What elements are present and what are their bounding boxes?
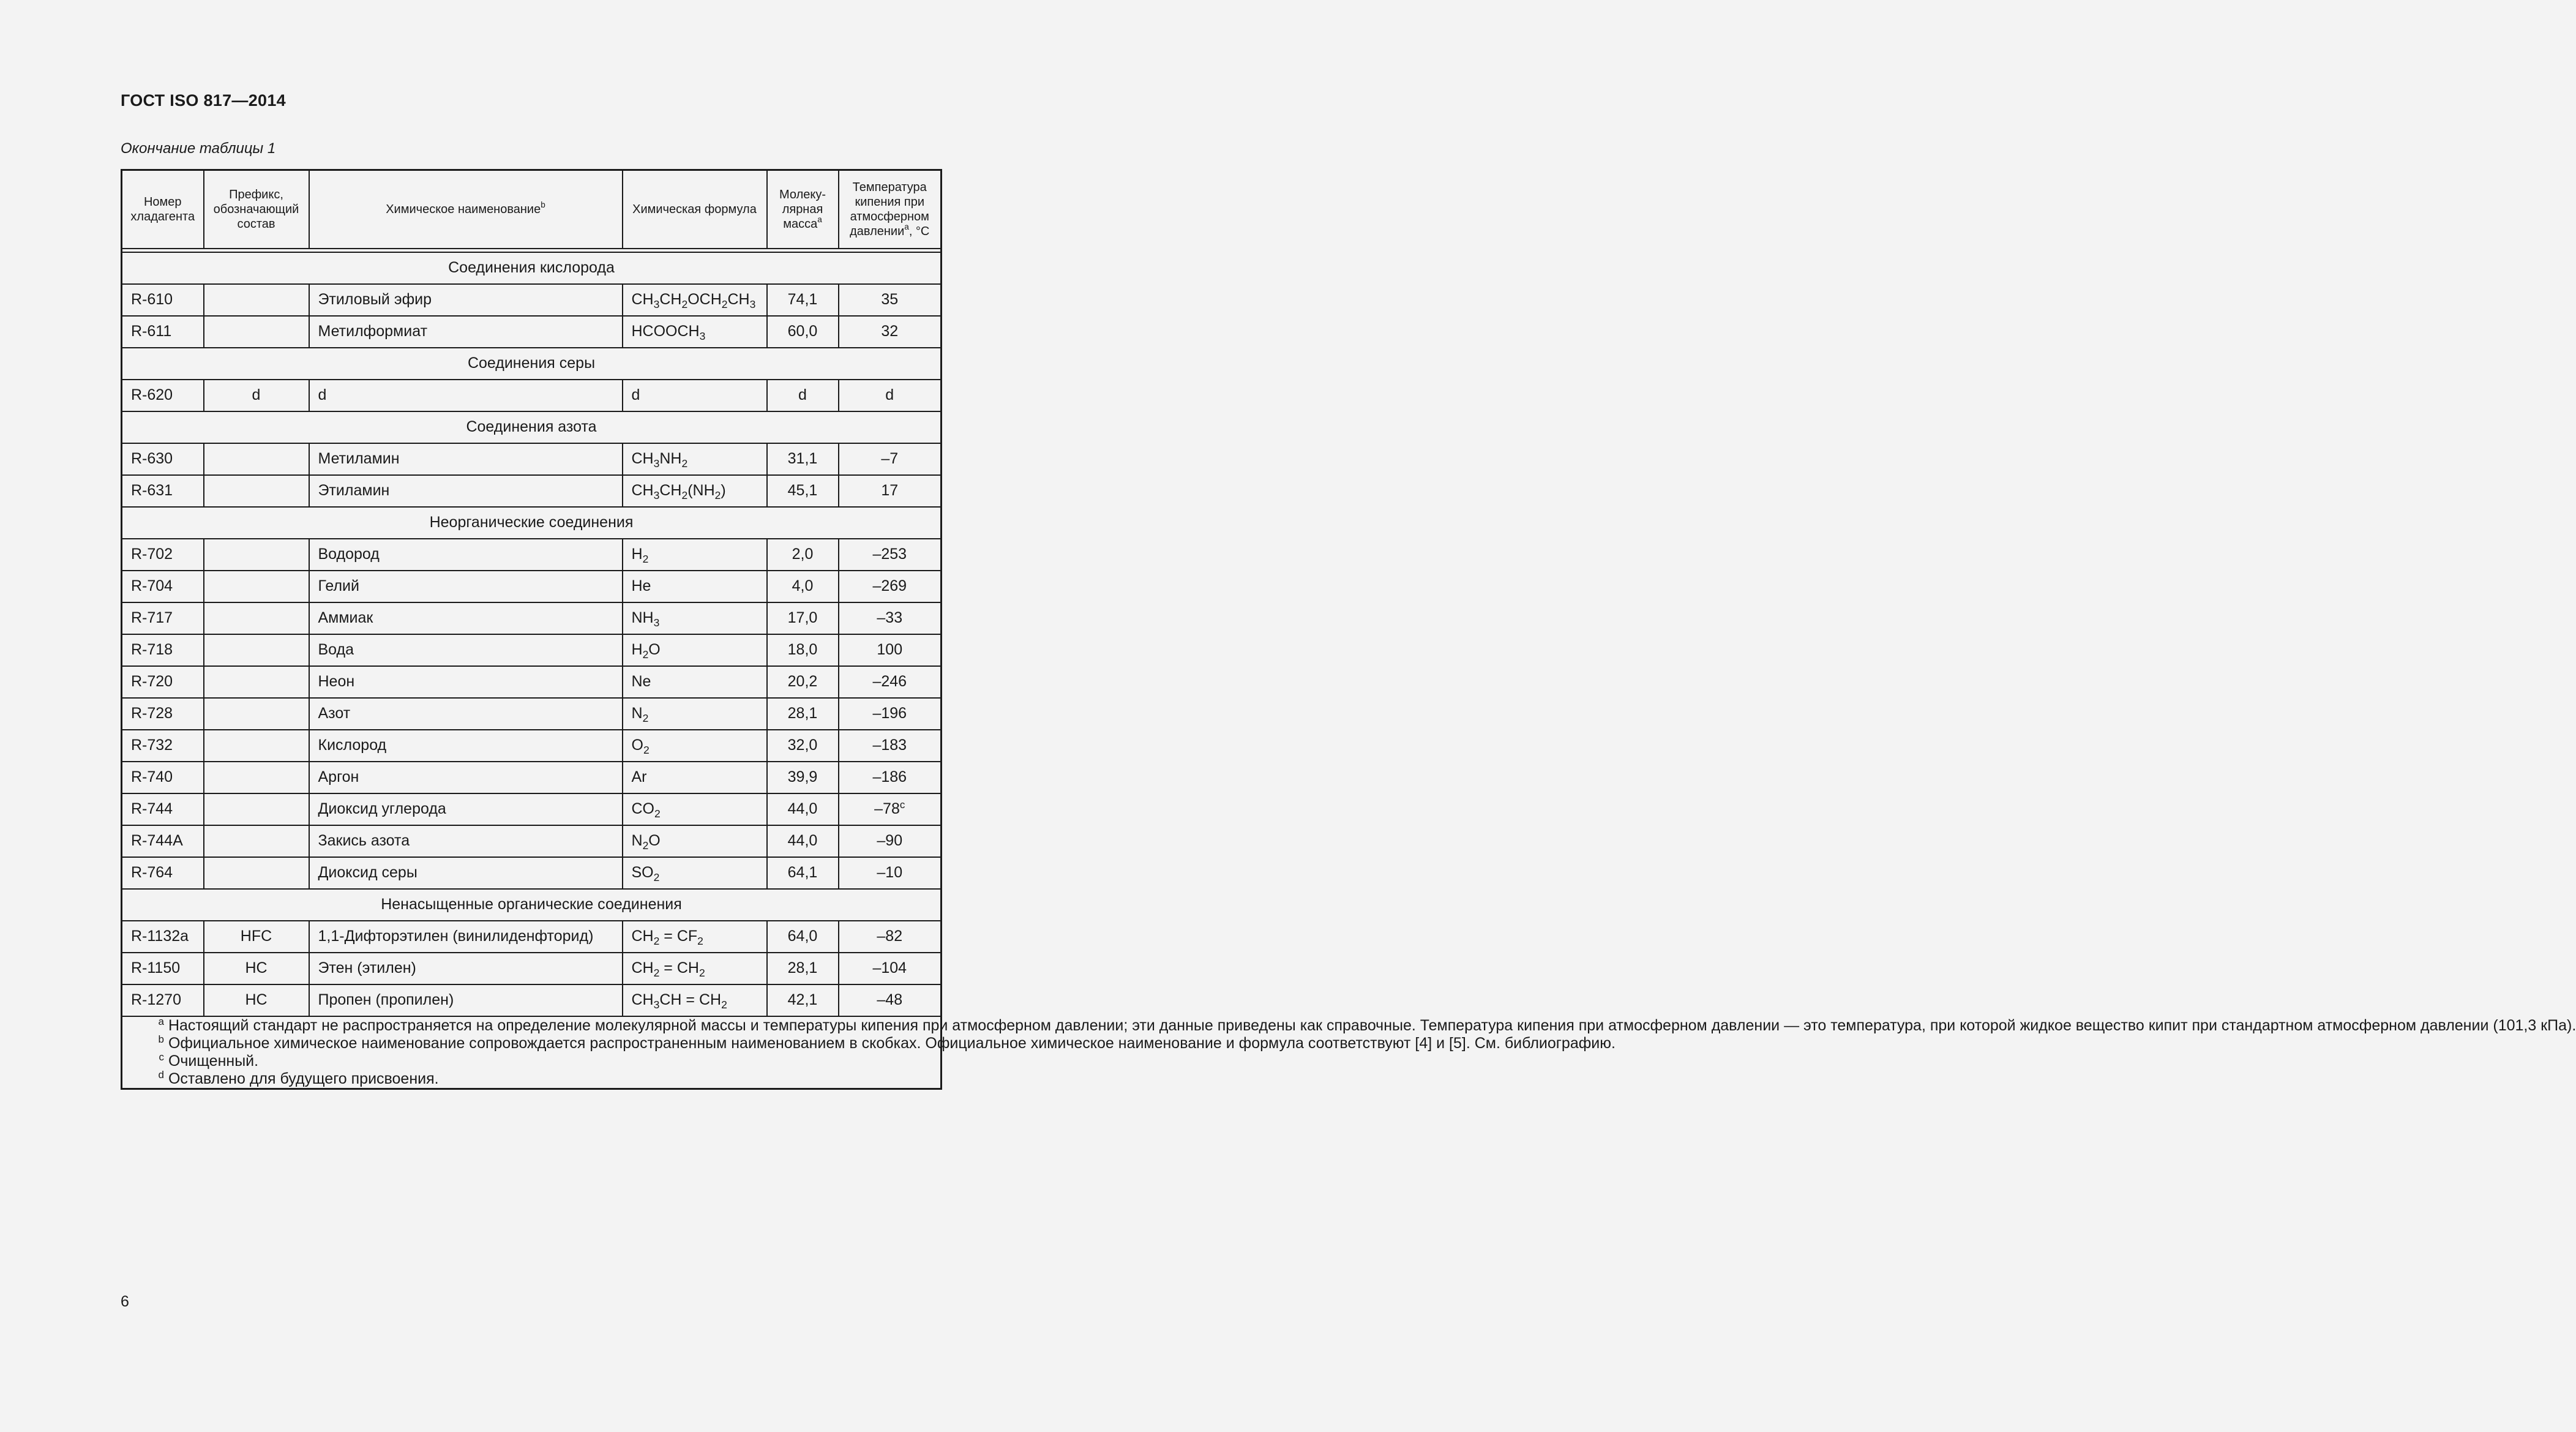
cell-molar-mass: 4,0 xyxy=(767,571,839,602)
footnote-text: Очищенный. xyxy=(168,1052,259,1070)
boiling-temp-value: –104 xyxy=(872,959,907,977)
boiling-temp-value: –33 xyxy=(877,609,903,626)
formula-part: CH xyxy=(631,959,654,977)
formula-subscript: 2 xyxy=(654,808,661,820)
footnotes xyxy=(122,1015,2576,1089)
cell-refrigerant-number: R-740 xyxy=(122,762,204,793)
cell-molar-mass: 20,2 xyxy=(767,666,839,698)
table-row xyxy=(122,380,942,411)
cell-chemical-name xyxy=(309,380,623,411)
cell-formula xyxy=(623,380,767,411)
footnote-mark: d xyxy=(885,386,894,403)
formula-subscript: 2 xyxy=(643,744,650,756)
footnote-mark: b xyxy=(541,200,545,209)
formula-part: CH = CH xyxy=(659,991,722,1008)
cell-refrigerant-number: R-630 xyxy=(122,443,204,475)
section-row xyxy=(122,507,942,539)
cell-chemical-name: Этиламин xyxy=(309,475,623,507)
table-row xyxy=(122,825,942,857)
boiling-temp-value: –253 xyxy=(872,545,907,563)
cell-prefix xyxy=(204,730,309,762)
cell-chemical-name: Гелий xyxy=(309,571,623,602)
formula-subscript: 2 xyxy=(698,967,705,979)
formula-subscript: 2 xyxy=(642,712,649,724)
cell-formula xyxy=(623,921,767,953)
section-title: Соединения азота xyxy=(122,411,942,443)
column-header-prefix xyxy=(204,170,309,249)
formula-subscript: 2 xyxy=(642,648,649,661)
formula-part: NH xyxy=(659,450,682,467)
boiling-temp-value: –246 xyxy=(872,673,907,690)
table-row xyxy=(122,857,942,889)
formula-subscript: 3 xyxy=(653,298,660,310)
cell-formula xyxy=(623,602,767,634)
cell-molar-mass: 28,1 xyxy=(767,953,839,984)
formula-subscript: 2 xyxy=(653,967,660,979)
column-header-unit: , °C xyxy=(908,224,930,238)
cell-formula xyxy=(623,443,767,475)
column-header-label: Номер хладагента xyxy=(130,195,195,223)
section-title: Соединения кислорода xyxy=(122,252,942,284)
cell-chemical-name: Аммиак xyxy=(309,602,623,634)
table-header-row xyxy=(122,170,942,249)
footnote-text: Официальное химическое наименование сопровождается распространенным наименованием в скобках. Официальное химическое наименование и формула соответствуют [4] и [5]. См. библиографию. xyxy=(168,1034,1616,1052)
footnote-mark: d xyxy=(318,386,327,403)
boiling-temp-value: –82 xyxy=(877,928,903,945)
footnote-mark: c xyxy=(159,1051,164,1063)
table-row xyxy=(122,443,942,475)
cell-molar-mass: 2,0 xyxy=(767,539,839,571)
section-row xyxy=(122,252,942,284)
footnote-indent xyxy=(131,1070,164,1088)
cell-refrigerant-number: R-611 xyxy=(122,316,204,348)
cell-prefix xyxy=(204,793,309,825)
document-header: ГОСТ ISO 817—2014 xyxy=(121,91,286,110)
cell-boiling-temp xyxy=(839,953,942,984)
notes-row xyxy=(122,1016,942,1089)
cell-chemical-name: Азот xyxy=(309,698,623,730)
cell-molar-mass: 39,9 xyxy=(767,762,839,793)
cell-molar-mass: 18,0 xyxy=(767,634,839,666)
formula-part: Ar xyxy=(631,768,647,785)
footnote-mark: a xyxy=(158,1015,164,1027)
cell-formula xyxy=(623,666,767,698)
cell-refrigerant-number: R-728 xyxy=(122,698,204,730)
cell-molar-mass: 32,0 xyxy=(767,730,839,762)
cell-boiling-temp xyxy=(839,793,942,825)
cell-chemical-name: Этен (этилен) xyxy=(309,953,623,984)
table-row xyxy=(122,539,942,571)
footnote-item xyxy=(131,1033,1616,1052)
cell-formula xyxy=(623,762,767,793)
formula-subscript: 3 xyxy=(699,330,706,342)
cell-boiling-temp xyxy=(839,316,942,348)
cell-refrigerant-number: R-702 xyxy=(122,539,204,571)
cell-refrigerant-number: R-704 xyxy=(122,571,204,602)
boiling-temp-value: –90 xyxy=(877,832,903,849)
formula-part: H xyxy=(631,641,643,658)
footnote-mark: c xyxy=(899,799,905,811)
formula-part: CH xyxy=(631,450,654,467)
formula-subscript: 3 xyxy=(653,457,660,470)
formula-part: Ne xyxy=(631,673,651,690)
column-header-label: Температура кипения при атмосферном давлении xyxy=(850,180,929,238)
formula-part: CH xyxy=(631,482,654,499)
table-row xyxy=(122,730,942,762)
table-row xyxy=(122,666,942,698)
cell-formula xyxy=(623,698,767,730)
footnote-mark: a xyxy=(904,222,909,231)
cell-chemical-name: Аргон xyxy=(309,762,623,793)
table-row xyxy=(122,921,942,953)
column-header-boiling-temp xyxy=(839,170,942,249)
cell-chemical-name: Метиламин xyxy=(309,443,623,475)
refrigerant-table xyxy=(121,169,2576,1090)
cell-prefix xyxy=(204,602,309,634)
cell-prefix xyxy=(204,571,309,602)
footnote-item xyxy=(131,1015,2576,1035)
boiling-temp-value: 17 xyxy=(881,482,899,499)
cell-formula xyxy=(623,475,767,507)
table-row xyxy=(122,316,942,348)
formula-subscript: 3 xyxy=(653,999,660,1011)
footnote-mark: d xyxy=(252,386,261,403)
table-row xyxy=(122,953,942,984)
formula-part: H xyxy=(631,545,643,563)
column-header-label: Молеку-лярная масса xyxy=(779,187,826,231)
column-header-formula xyxy=(623,170,767,249)
footnote-item xyxy=(131,1052,932,1070)
cell-refrigerant-number: R-720 xyxy=(122,666,204,698)
section-title: Неорганические соединения xyxy=(122,507,942,539)
cell-prefix xyxy=(204,825,309,857)
cell-boiling-temp xyxy=(839,539,942,571)
formula-part: NH xyxy=(631,609,654,626)
cell-molar-mass: 60,0 xyxy=(767,316,839,348)
cell-molar-mass xyxy=(767,380,839,411)
cell-boiling-temp xyxy=(839,380,942,411)
cell-boiling-temp xyxy=(839,857,942,889)
formula-part: O xyxy=(648,832,661,849)
column-header-label: Химическое наименование xyxy=(386,202,541,216)
cell-formula xyxy=(623,571,767,602)
cell-prefix xyxy=(204,539,309,571)
cell-prefix xyxy=(204,380,309,411)
formula-subscript: 2 xyxy=(642,553,649,565)
formula-subscript: 2 xyxy=(681,489,688,501)
boiling-temp-value: –48 xyxy=(877,991,903,1008)
cell-formula xyxy=(623,793,767,825)
cell-boiling-temp xyxy=(839,475,942,507)
cell-formula xyxy=(623,953,767,984)
column-header-molar-mass xyxy=(767,170,839,249)
table-row xyxy=(122,634,942,666)
boiling-temp-value: –196 xyxy=(872,705,907,722)
formula-subscript: 2 xyxy=(714,489,721,501)
cell-chemical-name: Водород xyxy=(309,539,623,571)
cell-molar-mass: 44,0 xyxy=(767,825,839,857)
formula-subscript: 3 xyxy=(749,298,756,310)
cell-formula xyxy=(623,857,767,889)
footnote-indent xyxy=(131,1052,164,1070)
boiling-temp-value: 100 xyxy=(877,641,903,658)
boiling-temp-value: –269 xyxy=(872,577,907,594)
cell-prefix xyxy=(204,762,309,793)
cell-formula xyxy=(623,634,767,666)
cell-formula xyxy=(623,730,767,762)
cell-prefix xyxy=(204,475,309,507)
footnote-mark: d xyxy=(631,386,640,403)
formula-part: (NH xyxy=(687,482,715,499)
footnote-mark: d xyxy=(798,386,807,403)
formula-part: HCOOCH xyxy=(631,323,700,340)
boiling-temp-value: –78 xyxy=(874,800,900,817)
boiling-temp-value: –10 xyxy=(877,864,903,881)
cell-molar-mass: 17,0 xyxy=(767,602,839,634)
cell-refrigerant-number: R-1270 xyxy=(122,984,204,1016)
cell-molar-mass: 31,1 xyxy=(767,443,839,475)
table-row xyxy=(122,602,942,634)
formula-part: CH xyxy=(631,291,654,308)
cell-refrigerant-number: R-744 xyxy=(122,793,204,825)
cell-chemical-name: Метилформиат xyxy=(309,316,623,348)
footnote-item xyxy=(131,1070,932,1088)
cell-molar-mass: 44,0 xyxy=(767,793,839,825)
formula-subscript: 2 xyxy=(697,935,703,947)
cell-prefix xyxy=(204,634,309,666)
footnote-mark: b xyxy=(158,1033,164,1045)
table-row xyxy=(122,762,942,793)
cell-boiling-temp xyxy=(839,666,942,698)
table-row xyxy=(122,793,942,825)
cell-molar-mass: 74,1 xyxy=(767,284,839,316)
cell-boiling-temp xyxy=(839,571,942,602)
section-row xyxy=(122,348,942,380)
cell-molar-mass: 64,1 xyxy=(767,857,839,889)
footnote-mark: d xyxy=(158,1068,164,1081)
cell-refrigerant-number: R-610 xyxy=(122,284,204,316)
formula-part: CH xyxy=(659,291,682,308)
cell-prefix: HC xyxy=(204,984,309,1016)
table-caption: Окончание таблицы 1 xyxy=(121,140,276,157)
cell-boiling-temp xyxy=(839,634,942,666)
formula-subscript: 2 xyxy=(653,871,660,883)
cell-refrigerant-number: R-1150 xyxy=(122,953,204,984)
formula-part: = CF xyxy=(659,928,698,945)
cell-molar-mass: 28,1 xyxy=(767,698,839,730)
cell-boiling-temp xyxy=(839,443,942,475)
cell-chemical-name: Этиловый эфир xyxy=(309,284,623,316)
formula-subscript: 2 xyxy=(681,457,688,470)
cell-chemical-name: Диоксид серы xyxy=(309,857,623,889)
cell-refrigerant-number: R-620 xyxy=(122,380,204,411)
table-body xyxy=(122,252,942,1016)
column-header-number xyxy=(122,170,204,249)
cell-molar-mass: 42,1 xyxy=(767,984,839,1016)
cell-refrigerant-number: R-718 xyxy=(122,634,204,666)
formula-part: SO xyxy=(631,864,654,881)
cell-prefix xyxy=(204,698,309,730)
section-title: Соединения серы xyxy=(122,348,942,380)
formula-subscript: 2 xyxy=(653,935,660,947)
footnote-indent xyxy=(131,1017,164,1035)
table-row xyxy=(122,698,942,730)
footnote-mark: a xyxy=(817,214,822,224)
cell-refrigerant-number: R-732 xyxy=(122,730,204,762)
column-header-chemical-name xyxy=(309,170,623,249)
table-row xyxy=(122,571,942,602)
section-row xyxy=(122,889,942,921)
column-header-label: Префикс, обозначающий состав xyxy=(213,187,299,231)
table-row xyxy=(122,284,942,316)
cell-boiling-temp xyxy=(839,602,942,634)
cell-boiling-temp xyxy=(839,284,942,316)
cell-boiling-temp xyxy=(839,825,942,857)
cell-chemical-name: Вода xyxy=(309,634,623,666)
cell-formula xyxy=(623,316,767,348)
formula-part: = CH xyxy=(659,959,699,977)
cell-prefix xyxy=(204,857,309,889)
section-row xyxy=(122,411,942,443)
cell-prefix: HFC xyxy=(204,921,309,953)
cell-formula xyxy=(623,825,767,857)
formula-subscript: 2 xyxy=(642,839,649,852)
formula-part: OCH xyxy=(687,291,722,308)
formula-part: N xyxy=(631,705,643,722)
section-title: Ненасыщенные органические соединения xyxy=(122,889,942,921)
formula-subscript: 2 xyxy=(721,999,727,1011)
boiling-temp-value: –7 xyxy=(881,450,899,467)
boiling-temp-value: 32 xyxy=(881,323,899,340)
footnote-text: Оставлено для будущего присвоения. xyxy=(168,1070,439,1087)
cell-refrigerant-number: R-631 xyxy=(122,475,204,507)
cell-molar-mass: 64,0 xyxy=(767,921,839,953)
formula-part: CH xyxy=(727,291,750,308)
cell-prefix xyxy=(204,666,309,698)
cell-boiling-temp xyxy=(839,730,942,762)
formula-part: CH xyxy=(631,928,654,945)
cell-prefix: HC xyxy=(204,953,309,984)
cell-formula xyxy=(623,284,767,316)
page-number: 6 xyxy=(121,1293,129,1310)
formula-subscript: 2 xyxy=(681,298,688,310)
formula-part: CH xyxy=(631,991,654,1008)
cell-prefix xyxy=(204,443,309,475)
footnote-text: Настоящий стандарт не распространяется на определение молекулярной массы и температуры кипения при атмосферном давлении; эти данные приведены как справочные. Температура кипения при атмосферном давлении — это температура, при которой жидкое вещество кипит при стандартном атмосферном давлении (101,3 кПа). xyxy=(168,1016,2576,1034)
cell-refrigerant-number: R-1132a xyxy=(122,921,204,953)
formula-part: O xyxy=(631,737,643,754)
boiling-temp-value: 35 xyxy=(881,291,899,308)
formula-part: O xyxy=(648,641,661,658)
cell-chemical-name: Диоксид углерода xyxy=(309,793,623,825)
cell-chemical-name: 1,1-Дифторэтилен (винилиденфторид) xyxy=(309,921,623,953)
cell-molar-mass: 45,1 xyxy=(767,475,839,507)
cell-formula xyxy=(623,984,767,1016)
cell-prefix xyxy=(204,316,309,348)
column-header-label: Химическая формула xyxy=(632,202,757,216)
formula-subscript: 3 xyxy=(653,489,660,501)
table-row xyxy=(122,475,942,507)
formula-part: CH xyxy=(659,482,682,499)
cell-refrigerant-number: R-764 xyxy=(122,857,204,889)
cell-prefix xyxy=(204,284,309,316)
cell-chemical-name: Закись азота xyxy=(309,825,623,857)
boiling-temp-value: –186 xyxy=(872,768,907,785)
cell-refrigerant-number: R-744A xyxy=(122,825,204,857)
cell-chemical-name: Кислород xyxy=(309,730,623,762)
cell-boiling-temp xyxy=(839,921,942,953)
cell-formula xyxy=(623,539,767,571)
cell-chemical-name: Пропен (пропилен) xyxy=(309,984,623,1016)
formula-part: N xyxy=(631,832,643,849)
cell-boiling-temp xyxy=(839,984,942,1016)
cell-chemical-name: Неон xyxy=(309,666,623,698)
boiling-temp-value: –183 xyxy=(872,737,907,754)
table-row xyxy=(122,984,942,1016)
formula-part: ) xyxy=(721,482,726,499)
formula-subscript: 3 xyxy=(653,617,660,629)
formula-part: He xyxy=(631,577,651,594)
footnote-indent xyxy=(131,1035,164,1052)
formula-subscript: 2 xyxy=(721,298,728,310)
cell-boiling-temp xyxy=(839,762,942,793)
formula-part: CO xyxy=(631,800,654,817)
cell-refrigerant-number: R-717 xyxy=(122,602,204,634)
cell-boiling-temp xyxy=(839,698,942,730)
